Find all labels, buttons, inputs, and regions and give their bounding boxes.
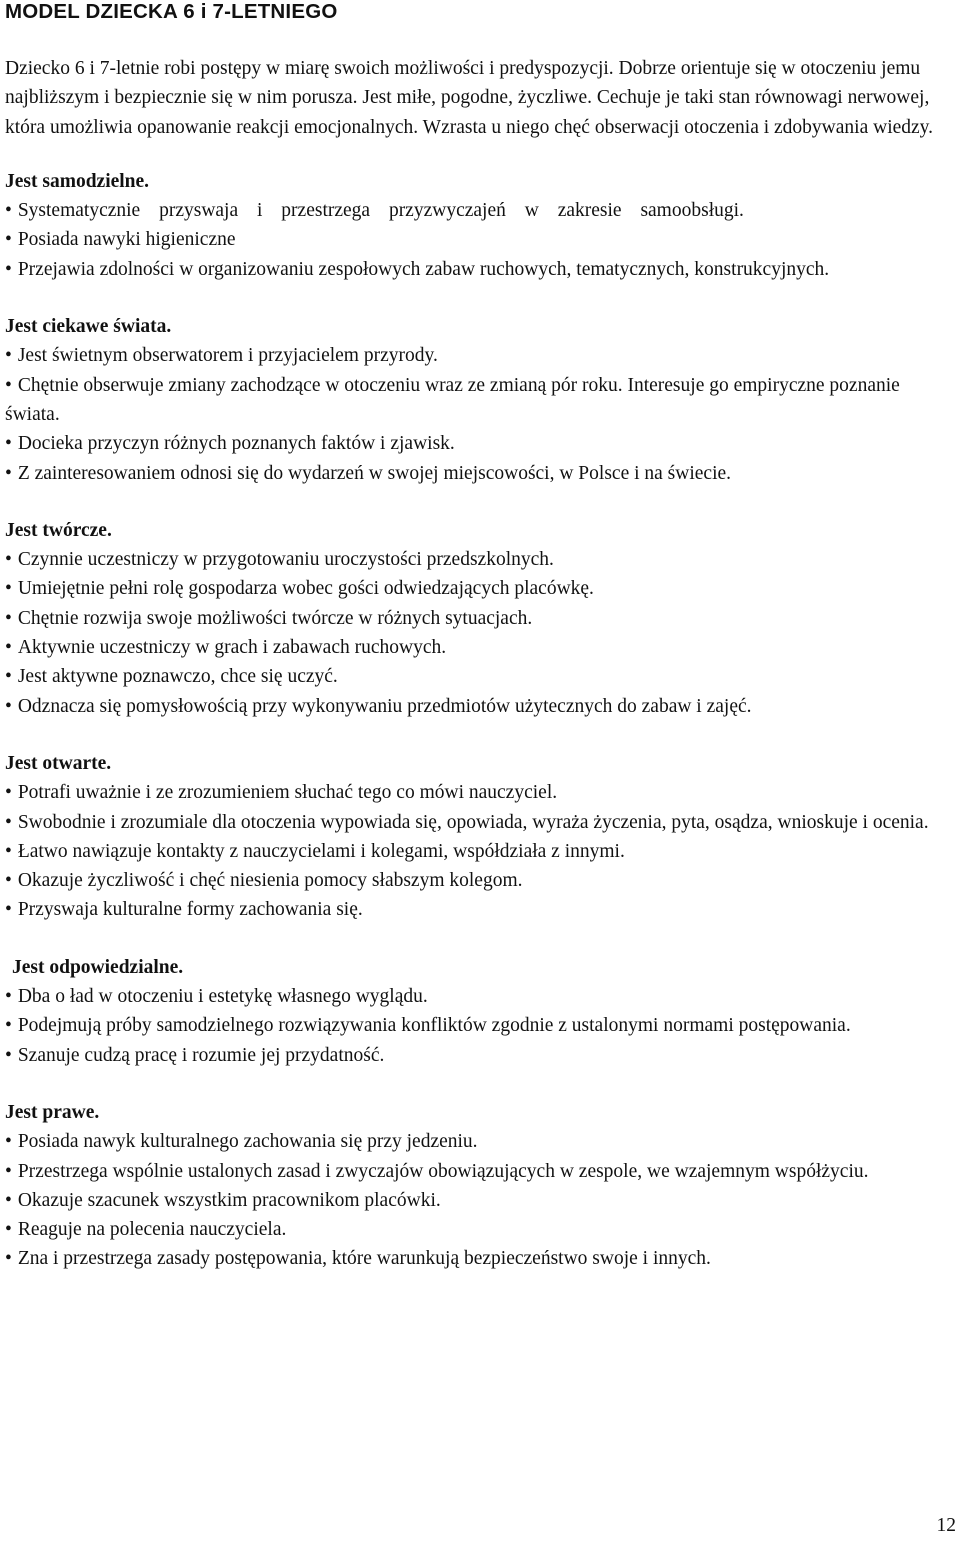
section-heading: Jest ciekawe świata.: [5, 316, 172, 338]
document-page: [5, 0, 955, 1274]
list-item-text: Odznacza się pomysłowością przy wykonywaniu przedmiotów użytecznych do zabaw i zajęć.: [17, 695, 752, 717]
list-item: [5, 808, 955, 837]
bullet-icon: •: [5, 666, 12, 688]
section-heading: Jest twórcze.: [5, 519, 112, 541]
bullet-icon: •: [5, 1015, 12, 1037]
list-item: [5, 895, 955, 924]
list-item: [5, 196, 955, 225]
section-jest-ciekawe-swiata: [5, 312, 955, 488]
list-item-text: Potrafi uważnie i ze zrozumieniem słuchać tego co mówi nauczyciel.: [17, 782, 558, 804]
bullet-icon: •: [5, 695, 12, 717]
list-item-text: Szanuje cudzą pracę i rozumie jej przydatność.: [17, 1044, 385, 1066]
list-item: [5, 341, 955, 370]
list-item-text: Łatwo nawiązuje kontakty z nauczycielami i kolegami, współdziała z innymi.: [17, 840, 625, 862]
bullet-list: [5, 545, 955, 721]
list-item: [5, 1011, 955, 1040]
section-jest-samodzielne: [5, 167, 955, 284]
bullet-icon: •: [5, 229, 12, 251]
bullet-list: [5, 778, 955, 924]
section-heading: Jest prawe.: [5, 1101, 100, 1123]
list-item-text: Dba o ład w otoczeniu i estetykę własnego wyglądu.: [17, 986, 428, 1008]
bullet-list: [5, 982, 955, 1070]
list-item-text: Posiada nawyki higieniczne: [17, 229, 236, 251]
bullet-icon: •: [5, 433, 12, 455]
list-item: [5, 837, 955, 866]
list-item: [5, 371, 955, 430]
list-item-text: Okazuje szacunek wszystkim pracownikom placówki.: [17, 1189, 441, 1211]
list-item-text: Chętnie obserwuje zmiany zachodzące w otoczeniu wraz ze zmianą pór roku. Interesuje go empiryczne poznanie świata.: [5, 374, 900, 425]
section-jest-prawe: [5, 1098, 955, 1274]
list-item-text: Reaguje na polecenia nauczyciela.: [17, 1219, 287, 1241]
bullet-icon: •: [5, 578, 12, 600]
list-item: [5, 545, 955, 574]
list-item: [5, 1186, 955, 1215]
list-item-text: Docieka przyczyn różnych poznanych faktów i zjawisk.: [17, 433, 455, 455]
list-item-text: Zna i przestrzega zasady postępowania, które warunkują bezpieczeństwo swoje i innych.: [17, 1248, 711, 1270]
list-item-text: Podejmują próby samodzielnego rozwiązywania konfliktów zgodnie z ustalonymi normami postępowania.: [17, 1015, 851, 1037]
page-number: 12: [936, 1515, 956, 1536]
bullet-icon: •: [5, 782, 12, 804]
list-item-text: Systematycznie przyswaja i przestrzega przyzwyczajeń w zakresie samoobsługi.: [17, 200, 744, 222]
section-jest-odpowiedzialne: [5, 953, 955, 1070]
list-item-text: Umiejętnie pełni rolę gospodarza wobec gości odwiedzających placówkę.: [17, 578, 594, 600]
list-item: [5, 1244, 955, 1273]
list-item: [5, 662, 955, 691]
list-item: [5, 574, 955, 603]
list-item-text: Swobodnie i zrozumiale dla otoczenia wypowiada się, opowiada, wyraża życzenia, pyta, osądza, wnioskuje i ocenia.: [17, 811, 929, 833]
list-item: [5, 778, 955, 807]
list-item: [5, 1041, 955, 1070]
list-item: [5, 255, 955, 284]
list-item-text: Chętnie rozwija swoje możliwości twórcze w różnych sytuacjach.: [17, 607, 533, 629]
bullet-icon: •: [5, 840, 12, 862]
bullet-icon: •: [5, 986, 12, 1008]
list-item-text: Jest świetnym obserwatorem i przyjacielem przyrody.: [17, 345, 438, 367]
bullet-icon: •: [5, 462, 12, 484]
list-item-text: Czynnie uczestniczy w przygotowaniu uroczystości przedszkolnych.: [17, 549, 554, 571]
list-item: [5, 459, 955, 488]
section-jest-otwarte: [5, 749, 955, 925]
bullet-icon: •: [5, 1189, 12, 1211]
list-item-text: Z zainteresowaniem odnosi się do wydarzeń w swojej miejscowości, w Polsce i na świecie.: [17, 462, 732, 484]
section-jest-tworcze: [5, 516, 955, 721]
bullet-icon: •: [5, 607, 12, 629]
list-item: [5, 633, 955, 662]
list-item: [5, 982, 955, 1011]
bullet-icon: •: [5, 811, 12, 833]
bullet-list: [5, 196, 955, 284]
list-item-text: Przyswaja kulturalne formy zachowania się.: [17, 899, 363, 921]
bullet-icon: •: [5, 345, 12, 367]
list-item-text: Przejawia zdolności w organizowaniu zespołowych zabaw ruchowych, tematycznych, konstrukcyjnych.: [17, 258, 830, 280]
bullet-icon: •: [5, 200, 12, 222]
section-heading: Jest otwarte.: [5, 752, 112, 774]
list-item: [5, 1127, 955, 1156]
bullet-icon: •: [5, 258, 12, 280]
bullet-icon: •: [5, 899, 12, 921]
list-item: [5, 429, 955, 458]
bullet-icon: •: [5, 1160, 12, 1182]
document-title: MODEL DZIECKA 6 i 7-LETNIEGO: [5, 0, 338, 23]
list-item: [5, 1157, 955, 1186]
list-item-text: Okazuje życzliwość i chęć niesienia pomocy słabszym kolegom.: [17, 870, 523, 892]
bullet-icon: •: [5, 870, 12, 892]
intro-paragraph: Dziecko 6 i 7-letnie robi postępy w miarę swoich możliwości i predyspozycji. Dobrze orientuje się w otoczeniu jemu najbliższym i bezpiecznie się w nim porusza. Jest miłe, pogodne, życzliwe. Cechuje je taki stan równowagi nerwowej, która umożliwia opanowanie reakcji emocjonalnych. Wzrasta u niego chęć obserwacji otoczenia i zdobywania wiedzy.: [5, 58, 934, 138]
list-item: [5, 1215, 955, 1244]
bullet-list: [5, 341, 955, 487]
bullet-list: [5, 1127, 955, 1273]
list-item: [5, 225, 955, 254]
bullet-icon: •: [5, 374, 12, 396]
bullet-icon: •: [5, 1248, 12, 1270]
list-item: [5, 692, 955, 721]
bullet-icon: •: [5, 1219, 12, 1241]
section-heading: Jest samodzielne.: [5, 170, 150, 192]
list-item: [5, 604, 955, 633]
bullet-icon: •: [5, 549, 12, 571]
list-item: [5, 866, 955, 895]
bullet-icon: •: [5, 1131, 12, 1153]
list-item-text: Przestrzega wspólnie ustalonych zasad i zwyczajów obowiązujących w zespole, we wzajemnym współżyciu.: [17, 1160, 869, 1182]
list-item-text: Jest aktywne poznawczo, chce się uczyć.: [17, 666, 338, 688]
bullet-icon: •: [5, 637, 12, 659]
list-item-text: Posiada nawyk kulturalnego zachowania się przy jedzeniu.: [17, 1131, 478, 1153]
section-heading: Jest odpowiedzialne.: [12, 956, 184, 978]
sections-container: [5, 167, 955, 1274]
list-item-text: Aktywnie uczestniczy w grach i zabawach ruchowych.: [17, 637, 447, 659]
bullet-icon: •: [5, 1044, 12, 1066]
